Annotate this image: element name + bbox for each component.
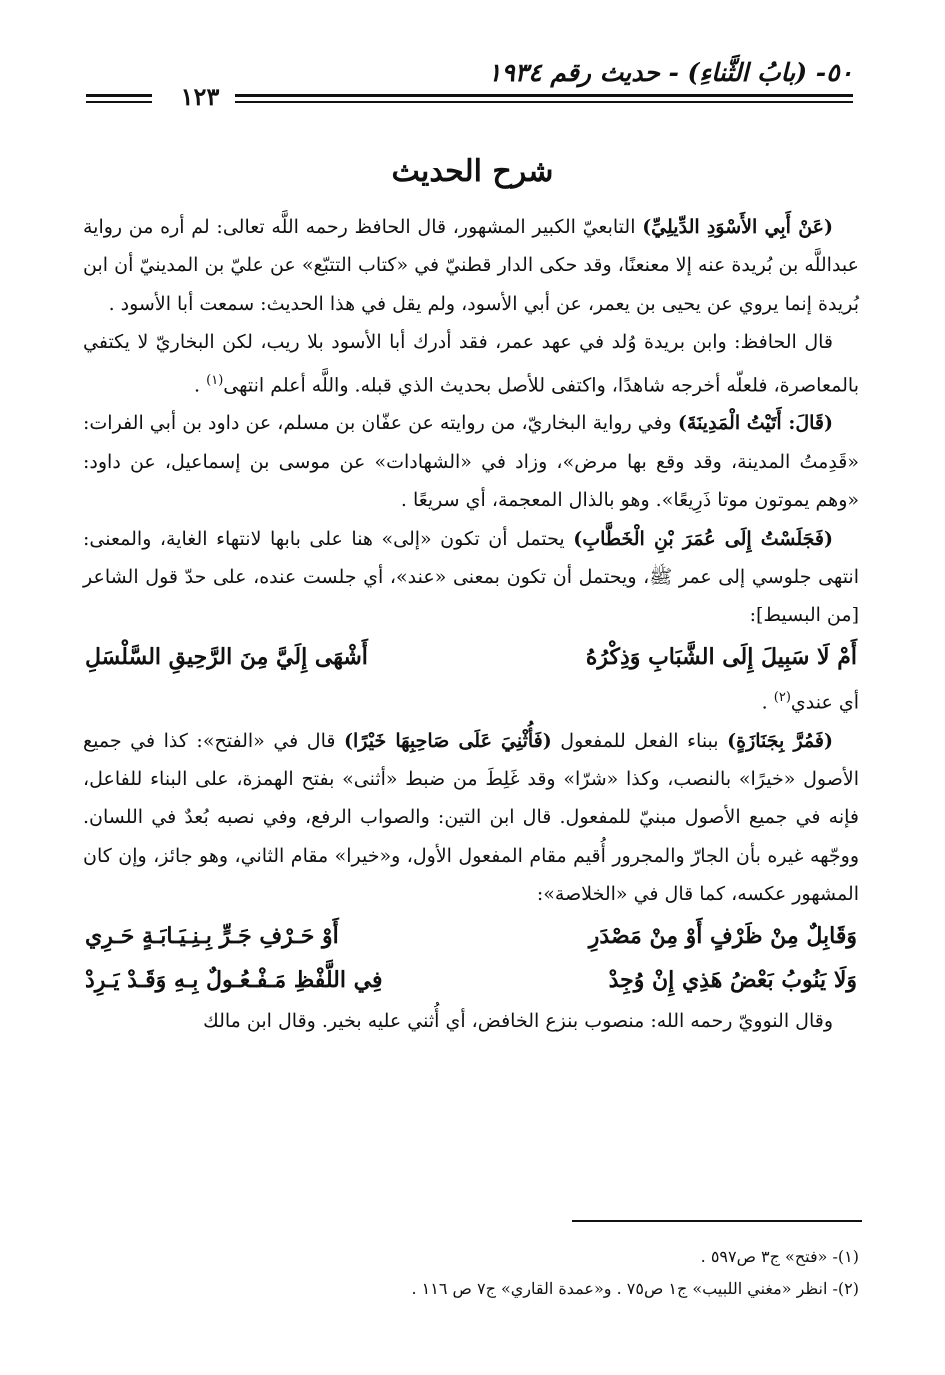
poem-verse (83, 914, 859, 958)
section-heading: شرح الحديث (391, 154, 554, 189)
paragraph (83, 208, 859, 323)
poem-verse (83, 958, 859, 1002)
hemistich-second: فِي اللَّفْظِ مَـفْـعُـولٌ بِـهِ وَقَـدْ يَـرِدْ (85, 966, 383, 993)
quoted-text: (فَجَلَسْتُ إِلَى عُمَرَ بْنِ الْخَطَّابِ) (573, 527, 833, 550)
commentary-text: أي عندي (790, 691, 859, 714)
hemistich-first: وَقَابِلٌ مِنْ ظَرْفٍ أَوْ مِنْ مَصْدَرِ (588, 922, 857, 949)
commentary-text: . (194, 373, 207, 396)
commentary-text: يحتمل أن تكون «إلى» هنا على بابها لانتهاء الغاية، والمعنى: انتهى جلوسي إلى عمر ﷺ، ويحتمل أن تكون بمعنى «عند»، أي جلست عنده، على حدّ قول الشاعر [من البسيط]: (83, 527, 859, 627)
hemistich-first: أَمْ لَا سَبِيلَ إِلَى الشَّبَابِ وَذِكْرُهُ (585, 643, 857, 670)
commentary-text: قال الحافظ: وابن بريدة وُلد في عهد عمر، فقد أدرك أبا الأسود بلا ريب، لكن البخاريّ لا يكتفي بالمعاصرة، فلعلّه أخرجه شاهدًا، واكتفى للأصل بحديث الذي قبله. واللَّه أعلم انتهى (83, 331, 859, 396)
quoted-text: (فَمُرَّ بِجَنَازَةٍ) (727, 729, 833, 752)
running-header-title: ٥٠- (بابُ الثَّناءِ) - حديث رقم ١٩٣٤ (487, 58, 853, 87)
hemistich-first: وَلَا يَنُوبُ بَعْضُ هَذِي إِنْ وُجِدْ (608, 966, 857, 993)
commentary-text: وفي رواية البخاريّ، من روايته عن عفّان بن مسلم، عن داود بن أبي الفرات: «قَدِمتُ المدينة، وقد وقع بها مرض»، وزاد في «الشهادات» عن موسى بن إسماعيل، عن داود: «وهم يموتون موتا ذَرِيعًا». وهو بالذال المعجمة، أي سريعًا . (83, 412, 859, 512)
commentary-text: وقال النوويّ رحمه الله: منصوب بنزع الخافض، أي أُثني عليه بخير. وقال ابن مالك (203, 1009, 833, 1032)
paragraph (83, 520, 859, 635)
paragraph (83, 722, 859, 914)
footnote: (١)- «فتح» ج٣ ص٥٩٧ . (700, 1247, 859, 1266)
paragraph (83, 679, 859, 722)
quoted-text: (قَالَ: أَتَيْتُ الْمَدِينَةَ) (677, 412, 833, 435)
paragraph (83, 323, 859, 404)
page-number: ١٢٣ (180, 82, 220, 111)
footnote-ref: (٢) (773, 689, 791, 705)
quoted-text: (فَأُثْنِيَ عَلَى صَاحِبِهَا خَيْرًا) (344, 729, 552, 752)
body-text (83, 208, 859, 1040)
footnote-separator (572, 1220, 862, 1222)
poem-verse (83, 635, 859, 679)
paragraph (83, 404, 859, 519)
footnote: (٢)- انظر «مغني اللبيب» ج١ ص٧٥ . و«عمدة القاري» ج٧ ص ١١٦ . (411, 1279, 859, 1298)
header-rule-short (86, 94, 152, 103)
hemistich-second: أَشْهَى إِلَيَّ مِنَ الرَّحِيقِ السَّلْسَلِ (85, 643, 368, 670)
commentary-text: ببناء الفعل للمفعول (551, 729, 728, 752)
quoted-text: (عَنْ أَبِي الأَسْوَدِ الدِّيلِيِّ) (642, 216, 833, 238)
footnote-ref: (١) (206, 372, 224, 388)
header-rule (235, 94, 853, 103)
commentary-text: التابعيّ الكبير المشهور، قال الحافظ رحمه اللَّه تعالى: لم أره من رواية عبداللَّه بن بُريدة عنه إلا معنعنًا، وقد حكى الدار قطنيّ في «كتاب التتبّع» عن عليّ بن المدينيّ أن ابن بُريدة إنما يروي عن يحيى بن يعمر، عن أبي الأسود، ولم يقل في هذا الحديث: سمعت أبا الأسود . (83, 216, 859, 315)
paragraph (83, 1002, 859, 1040)
commentary-text: قال في «الفتح»: كذا في جميع الأصول «خيرًا» بالنصب، وكذا «شرّا» وقد غَلِطَ من ضبط «أثنى» بفتح الهمزة، على البناء للفاعل، فإنه في جميع الأصول مبنيّ للمفعول. قال ابن التين: والصواب الرفع، وفي نصبه بُعدٌ في اللسان. ووجّهه غيره بأن الجارّ والمجرور أُقيم مقام المفعول الأول، و«خيرا» مقام الثاني، وهو جائز، وإن كان المشهور عكسه، كما قال في «الخلاصة»: (83, 729, 859, 906)
hemistich-second: أَوْ حَـرْفِ جَـرٍّ بِـنِـيَـابَـةٍ حَـرِي (85, 922, 339, 949)
commentary-text: . (761, 691, 774, 714)
